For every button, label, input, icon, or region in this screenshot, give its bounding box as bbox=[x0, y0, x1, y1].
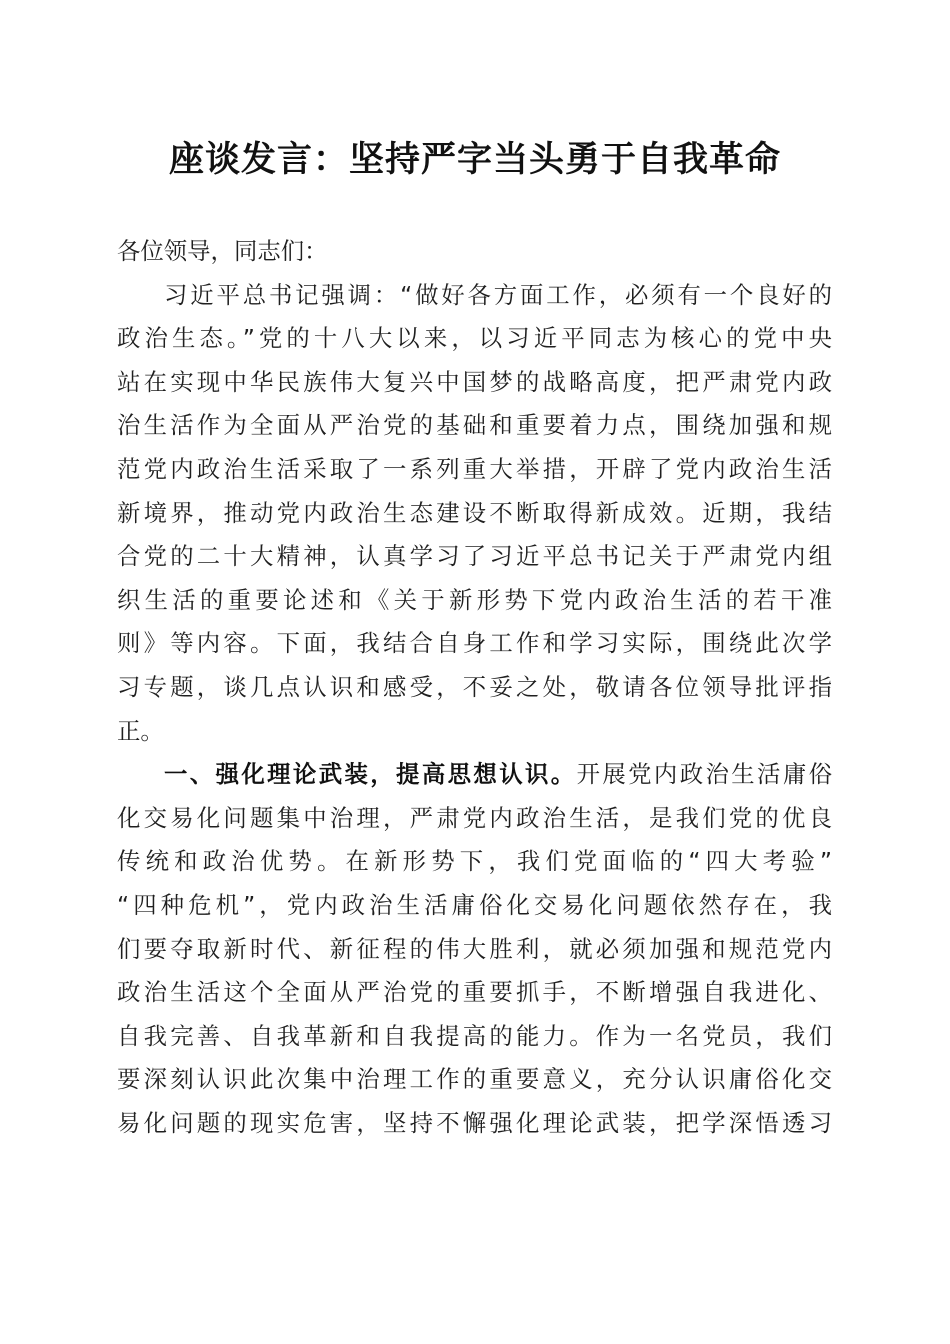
paragraph-line: 化交易化问题集中治理，严肃党内政治生活，是我们党的优良 bbox=[117, 803, 832, 832]
paragraph-line: 自我完善、自我革新和自我提高的能力。作为一名党员，我们 bbox=[117, 1021, 832, 1050]
paragraph-line: 政治生活这个全面从严治党的重要抓手，不断增强自我进化、 bbox=[117, 978, 832, 1007]
paragraph-line: 易化问题的现实危害，坚持不懈强化理论武装，把学深悟透习 bbox=[117, 1108, 832, 1137]
paragraph-line: 织生活的重要论述和《关于新形势下党内政治生活的若干准 bbox=[117, 585, 832, 614]
paragraph-line: 治生活作为全面从严治党的基础和重要着力点，围绕加强和规 bbox=[117, 411, 832, 440]
document-title: 座谈发言：坚持严字当头勇于自我革命 bbox=[168, 139, 781, 180]
paragraph-line: 习近平总书记强调：“做好各方面工作，必须有一个良好的 bbox=[164, 280, 832, 309]
salutation: 各位领导，同志们： bbox=[117, 237, 328, 265]
paragraph-line: 则》等内容。下面，我结合自身工作和学习实际，围绕此次学 bbox=[117, 629, 832, 658]
section-heading: 一、强化理论武装，提高思想认识。 bbox=[164, 760, 577, 789]
document-body bbox=[117, 230, 832, 1145]
paragraph-line: 正。 bbox=[117, 716, 164, 745]
paragraph-line: 传统和政治优势。在新形势下，我们党面临的“四大考验” bbox=[117, 847, 832, 876]
paragraph-line: 们要夺取新时代、新征程的伟大胜利，就必须加强和规范党内 bbox=[117, 934, 832, 963]
paragraph-line: 政治生态。”党的十八大以来，以习近平同志为核心的党中央 bbox=[117, 324, 832, 353]
paragraph-line: 合党的二十大精神，认真学习了习近平总书记关于严肃党内组 bbox=[117, 542, 832, 571]
section-heading-line bbox=[117, 753, 832, 797]
paragraph-line: 习专题，谈几点认识和感受，不妥之处，敬请各位领导批评指 bbox=[117, 672, 832, 701]
paragraph-line: 要深刻认识此次集中治理工作的重要意义，充分认识庸俗化交 bbox=[117, 1065, 832, 1094]
paragraph-line: 新境界，推动党内政治生态建设不断取得新成效。近期，我结 bbox=[117, 498, 832, 527]
paragraph-line: 范党内政治生活采取了一系列重大举措，开辟了党内政治生活 bbox=[117, 454, 832, 483]
paragraph-line: 站在实现中华民族伟大复兴中国梦的战略高度，把严肃党内政 bbox=[117, 367, 832, 396]
paragraph-line: “四种危机”，党内政治生活庸俗化交易化问题依然存在，我 bbox=[117, 890, 832, 919]
section-heading-rest: 开展党内政治生活庸俗 bbox=[576, 760, 833, 789]
